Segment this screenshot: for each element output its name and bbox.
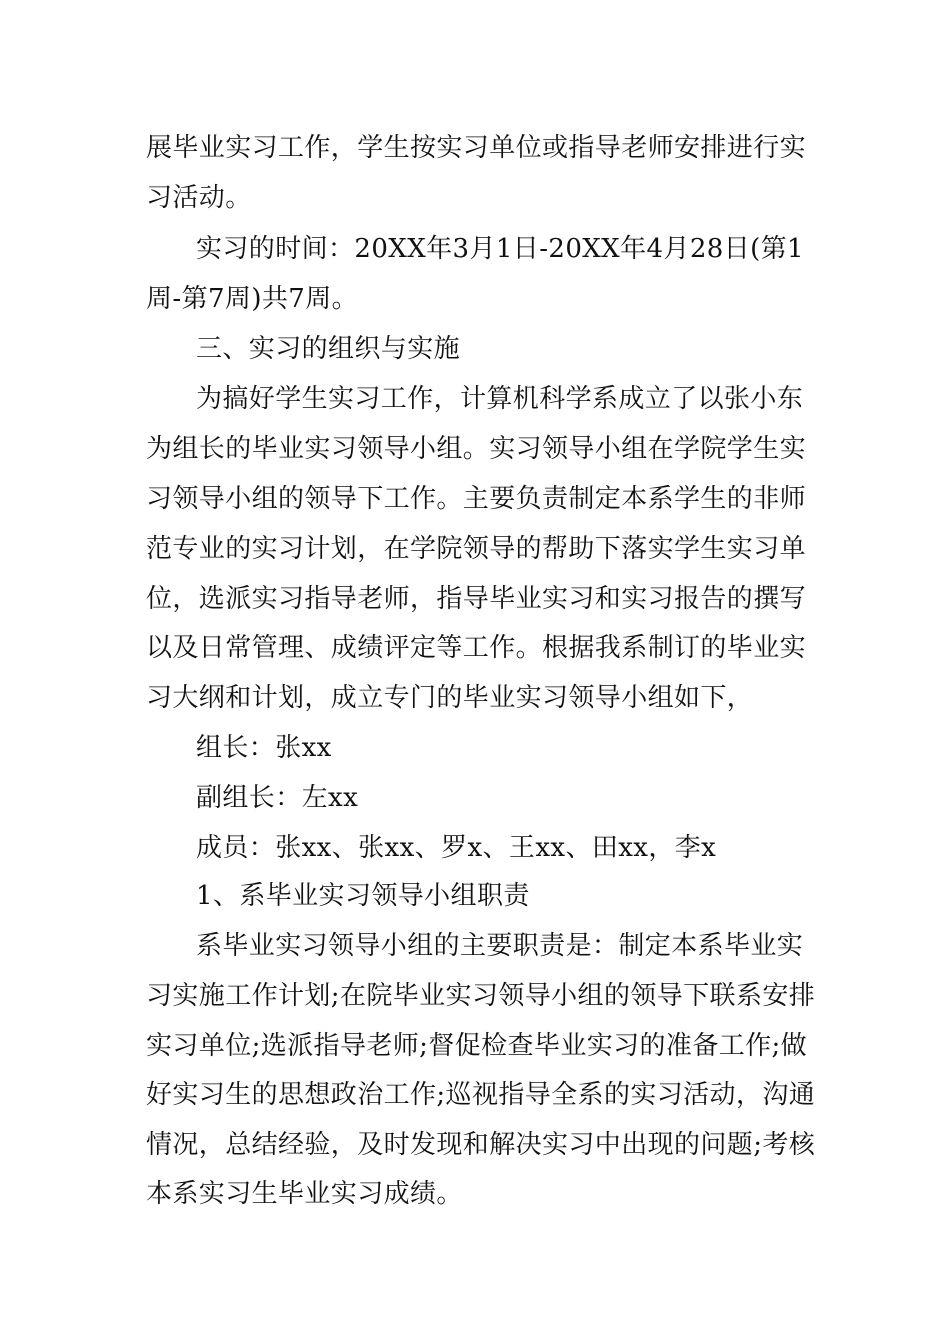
paragraph-line: 情况，总结经验，及时发现和解决实习中出现的问题;考核	[146, 1130, 816, 1160]
group-leader-line: 组长：张xx	[196, 733, 332, 763]
paragraph-line: 本系实习生毕业实习成绩。	[146, 1179, 463, 1209]
members-line: 成员：张xx、张xx、罗x、王xx、田xx，李x	[196, 833, 717, 863]
paragraph-line: 以及日常管理、成绩评定等工作。根据我系制订的毕业实	[146, 633, 807, 663]
paragraph-line: 为组长的毕业实习领导小组。实习领导小组在学院学生实	[146, 434, 807, 464]
paragraph-line: 习领导小组的领导下工作。主要负责制定本系学生的非师	[146, 484, 807, 514]
paragraph-line: 实习单位;选派指导老师;督促检查毕业实习的准备工作;做	[146, 1031, 808, 1061]
paragraph-line: 为搞好学生实习工作，计算机科学系成立了以张小东	[196, 384, 804, 414]
paragraph-line: 位，选派实习指导老师，指导毕业实习和实习报告的撰写	[146, 584, 807, 614]
paragraph-line: 习实施工作计划;在院毕业实习领导小组的领导下联系安排	[146, 981, 816, 1011]
paragraph-line: 习大纲和计划，成立专门的毕业实习领导小组如下，	[146, 683, 754, 713]
subsection-heading: 1、系毕业实习领导小组职责	[196, 881, 530, 911]
paragraph-line: 周-第7周)共7周。	[146, 284, 359, 314]
paragraph-line: 好实习生的思想政治工作;巡视指导全系的实习活动，沟通	[146, 1080, 816, 1110]
paragraph-line: 实习的时间：20XX年3月1日-20XX年4月28日(第1	[196, 234, 804, 264]
section-heading: 三、实习的组织与实施	[196, 334, 461, 364]
paragraph-line: 范专业的实习计划，在学院领导的帮助下落实学生实习单	[146, 534, 807, 564]
paragraph-line: 展毕业实习工作，学生按实习单位或指导老师安排进行实	[146, 133, 807, 163]
paragraph-line: 习活动。	[146, 183, 252, 213]
paragraph-line: 系毕业实习领导小组的主要职责是：制定本系毕业实	[196, 931, 804, 961]
deputy-leader-line: 副组长：左xx	[196, 783, 359, 813]
